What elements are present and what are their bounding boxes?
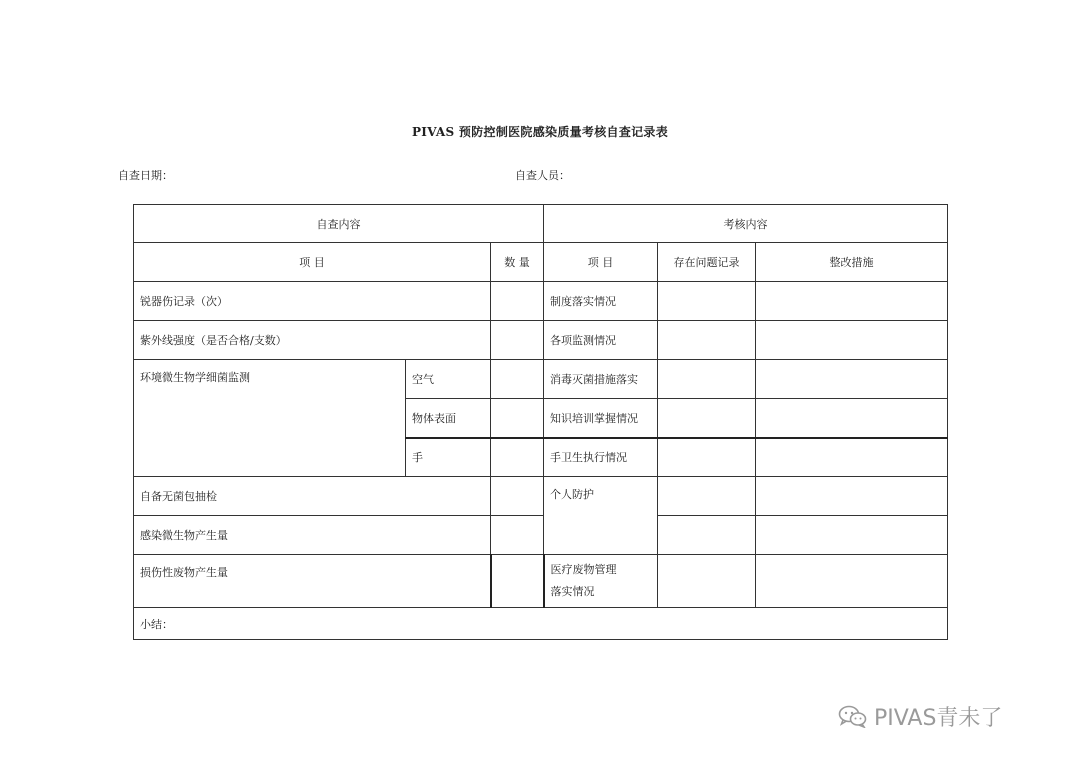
watermark-text: PIVAS青未了 (874, 705, 1003, 731)
medical-waste-line-1: 医疗废物管理 (550, 563, 617, 576)
watermark (838, 700, 1002, 732)
row-label-sharps-injury: 锐器伤记录（次） (134, 282, 491, 321)
row-label-uv-intensity: 紫外线强度（是否合格/支数） (134, 321, 491, 360)
self-check-date-label: 自查日期： (118, 169, 173, 182)
header-assessment: 考核内容 (544, 205, 948, 243)
problem-cell (658, 399, 756, 438)
problem-cell (658, 516, 756, 555)
quantity-cell (491, 477, 544, 516)
action-cell (756, 399, 948, 438)
row-label-infectious-waste: 感染微生物产生量 (134, 516, 491, 555)
column-header-quantity: 数 量 (491, 243, 544, 282)
action-cell (756, 516, 948, 555)
action-cell (756, 477, 948, 516)
action-cell (756, 555, 948, 608)
row-label-air: 空气 (406, 360, 491, 399)
problem-cell (658, 438, 756, 477)
document-title: PIVAS 预防控制医院感染质量考核自查记录表 (411, 125, 669, 139)
row-label-training: 知识培训掌握情况 (544, 399, 658, 438)
column-header-problem-record: 存在问题记录 (658, 243, 756, 282)
quantity-cell (491, 438, 544, 477)
self-check-table (133, 204, 948, 640)
row-label-monitoring: 各项监测情况 (544, 321, 658, 360)
row-label-surface: 物体表面 (406, 399, 491, 438)
self-check-inspector-label: 自查人员： (515, 169, 570, 182)
header-self-check: 自查内容 (134, 205, 544, 243)
column-header-item-assess: 项 目 (544, 243, 658, 282)
wechat-icon (838, 704, 868, 728)
row-label-hand-hygiene: 手卫生执行情况 (544, 438, 658, 477)
summary-cell: 小结： (134, 608, 948, 640)
problem-cell (658, 321, 756, 360)
problem-cell (658, 555, 756, 608)
column-header-item: 项 目 (134, 243, 491, 282)
quantity-cell (491, 555, 544, 608)
action-cell (756, 282, 948, 321)
problem-cell (658, 477, 756, 516)
medical-waste-line-2: 落实情况 (550, 585, 595, 598)
quantity-cell (491, 399, 544, 438)
action-cell (756, 438, 948, 477)
problem-cell (658, 360, 756, 399)
problem-cell (658, 282, 756, 321)
row-label-sterile-pack: 自备无菌包抽检 (134, 477, 491, 516)
action-cell (756, 321, 948, 360)
quantity-cell (491, 282, 544, 321)
column-header-corrective-action: 整改措施 (756, 243, 948, 282)
row-label-damaging-waste: 损伤性废物产生量 (134, 555, 491, 608)
quantity-cell (491, 321, 544, 360)
row-label-hand: 手 (406, 438, 491, 477)
quantity-cell (491, 360, 544, 399)
row-label-ppe: 个人防护 (544, 477, 658, 555)
action-cell (756, 360, 948, 399)
row-label-medical-waste (544, 555, 658, 608)
row-label-policy: 制度落实情况 (544, 282, 658, 321)
quantity-cell (491, 516, 544, 555)
row-label-env-monitoring: 环境微生物学细菌监测 (134, 360, 406, 477)
row-label-disinfection: 消毒灭菌措施落实 (544, 360, 658, 399)
